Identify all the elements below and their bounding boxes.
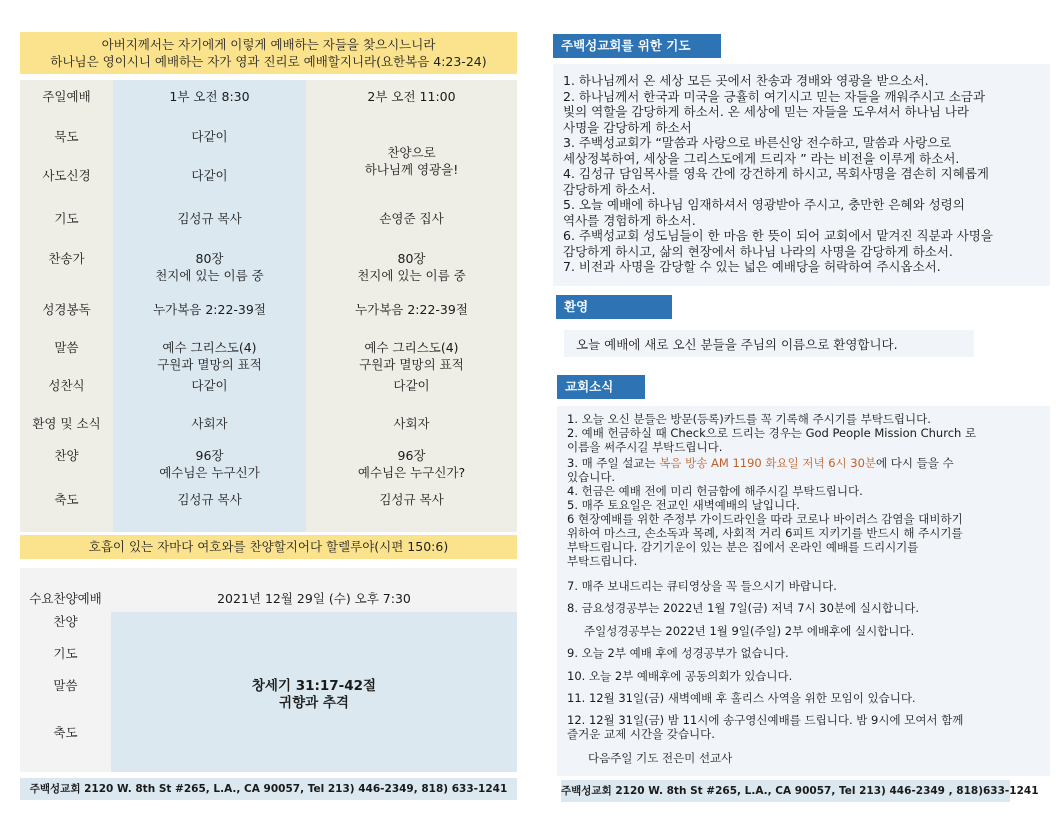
- service1-scripture: 누가복음 2:22-39절: [153, 302, 266, 317]
- news-item-3-broadcast: 복음 방송 AM 1190 화요일 저녁 6시 30분: [659, 456, 877, 470]
- prayer-line: 2. 하나님께서 한국과 미국을 긍휼히 여기시고 믿는 자들을 깨워주시고 소금과: [563, 88, 986, 104]
- news-item-6-cont: 위하여 마스크, 손소독과 목례, 사회적 거리 6피트 지키기를 반드시 해 주시기를: [567, 526, 963, 540]
- service2-scripture: 누가복음 2:22-39절: [355, 302, 468, 317]
- service1-hymn-number: 80장: [195, 251, 224, 266]
- top-scripture-line2: 하나님은 영이시니 예배하는 자가 영과 진리로 예배할지니라(요한복음 4:23-24): [50, 54, 487, 69]
- wednesday-sermon: [111, 678, 517, 712]
- wednesday-service-label: 수요찬양예배: [29, 591, 102, 606]
- service2-praise-block: [306, 144, 517, 178]
- prayer-line: 6. 주백성교회 성도님들이 한 마음 한 뜻이 되어 교회에서 맡겨진 직분과 사명을: [563, 228, 993, 243]
- left-footer-address: 주백성교회 2120 W. 8th St #265, L.A., CA 90057, Tel 213) 446-2349, 818) 633-1241: [20, 778, 517, 800]
- wednesday-item: 말씀: [53, 678, 78, 693]
- news-item-6-cont: 부탁드립니다. 감기기운이 있는 분은 집에서 온라인 예배를 드리시기를: [567, 540, 919, 554]
- prayer-line: 7. 비전과 사명을 감당할 수 있는 넓은 예배당을 허락하여 주시옵소서.: [563, 259, 941, 274]
- service2-hymn-number: 80장: [397, 251, 426, 266]
- service1-welcome: 사회자: [191, 416, 228, 431]
- prayer-line: 역사를 경험하게 하소서.: [563, 212, 696, 228]
- service2-praise: [306, 447, 517, 481]
- service2-praise-number: 96장: [397, 448, 426, 463]
- news-list: [567, 412, 1045, 568]
- news-item-8: 8. 금요성경공부는 2022년 1월 7일(금) 저녁 7시 30분에 실시합니다.: [567, 601, 919, 615]
- news-section-title: 교회소식: [557, 375, 645, 399]
- news-item-3-cont: 있습니다.: [567, 470, 616, 484]
- service1-silent-prayer: 다같이: [191, 129, 228, 144]
- next-week-prayer: 다음주일 기도 전은미 선교사: [588, 751, 733, 765]
- prayer-line: 1. 하나님께서 온 세상 모든 곳에서 찬송과 경배와 영광을 받으소서.: [563, 73, 929, 88]
- row-label: 환영 및 소식: [32, 416, 101, 431]
- service1-praise-title: 예수님은 누구신가: [159, 465, 260, 480]
- top-scripture-banner: [20, 32, 517, 74]
- news-item-6: 6 현장예배를 위한 주정부 가이드라인을 따라 코로나 바이러스 감염을 대비하기: [567, 512, 963, 526]
- news-item-11: 11. 12월 31일(금) 새벽예배 후 홀리스 사역을 위한 모임이 있습니다.: [567, 691, 916, 705]
- prayer-line: 5. 오늘 예배에 하나님 임재하셔서 영광받아 주시고, 충만한 은혜와 성령의: [563, 197, 965, 212]
- row-label: 축도: [54, 492, 79, 507]
- news-item-3-post: 에 다시 들을 수: [876, 456, 954, 470]
- service1-creed: 다같이: [191, 168, 228, 183]
- news-item-6-cont: 부탁드립니다.: [567, 554, 638, 568]
- service2-praise-line1: 찬양으로: [387, 145, 436, 160]
- news-item-7: 7. 매주 보내드리는 큐티영상을 꼭 들으시기 바랍니다.: [567, 579, 837, 593]
- row-label: 말씀: [54, 340, 79, 355]
- service2-welcome: 사회자: [393, 416, 430, 431]
- prayer-line: 감당하게 하시고, 삶의 현장에서 하나님 나라의 사명을 감당하게 하소서.: [563, 243, 953, 259]
- wednesday-date: 2021년 12월 29일 (수) 오후 7:30: [217, 591, 411, 606]
- service1-communion: 다같이: [191, 378, 228, 393]
- prayer-line: 3. 주백성교회가 “말씀과 사랑으로 바른신앙 전수하고, 말씀과 사랑으로: [563, 135, 952, 150]
- row-label: 성찬식: [48, 378, 85, 393]
- service2-prayer: 손영준 집사: [379, 211, 444, 226]
- prayer-line: 4. 김성규 담임목사를 영육 간에 강건하게 하시고, 목회사명을 겸손히 지혜롭게: [563, 166, 989, 181]
- service2-praise-title: 예수님은 누구신가?: [357, 465, 466, 480]
- service2-time: 2부 오전 11:00: [367, 89, 456, 104]
- row-label: 묵도: [54, 129, 79, 144]
- sunday-service-label: 주일예배: [42, 89, 91, 104]
- row-label: 성경봉독: [42, 302, 91, 317]
- service2-communion: 다같이: [393, 378, 430, 393]
- service1-praise: [113, 447, 306, 481]
- service1-hymn: [113, 250, 306, 284]
- row-label: 찬양: [54, 448, 79, 463]
- news-item-8-cont: 주일성경공부는 2022년 1월 9일(주일) 2부 에배후에 실시합니다.: [584, 624, 915, 638]
- prayer-line: 사명을 감당하게 하소서: [563, 119, 692, 135]
- bottom-scripture-banner: 호흡이 있는 자마다 여호와를 찬양할지어다 할렐루야(시편 150:6): [20, 535, 517, 559]
- right-footer-address: 주백성교회 2120 W. 8th St #265, L.A., CA 90057, Tel 213) 446-2349 , 818)633-1241: [561, 780, 1010, 802]
- news-item-9: 9. 오늘 2부 예배 후에 성경공부가 없습니다.: [567, 646, 789, 660]
- service1-time: 1부 오전 8:30: [169, 89, 250, 104]
- prayer-line: 세상정복하여, 세상을 그리스도에게 드리자 ” 라는 비전을 이루게 하소서.: [563, 150, 960, 166]
- service2-praise-line2: 하나님께 영광을!: [364, 162, 459, 177]
- prayer-line: 감당하게 하소서.: [563, 181, 656, 197]
- top-scripture-line1: 아버지께서는 자기에게 이렇게 예배하는 자들을 찾으시느니라: [101, 37, 436, 52]
- service1-praise-number: 96장: [195, 448, 224, 463]
- wednesday-item: 기도: [53, 646, 78, 661]
- news-item-3: [567, 456, 1045, 470]
- service2-hymn-title: 천지에 있는 이름 중: [357, 268, 466, 283]
- row-label: 기도: [54, 211, 79, 226]
- news-item-2: 2. 예배 헌금하실 때 Check으로 드리는 경우는 God People Mission Church 로: [567, 426, 977, 440]
- wednesday-sermon-reference: 창세기 31:17-42절: [251, 678, 377, 694]
- service2-sermon-series: 예수 그리스도(4): [364, 340, 459, 355]
- service2-sermon: [306, 339, 517, 373]
- wednesday-item: 축도: [53, 725, 78, 740]
- service1-sermon-title: 구원과 멸망의 표적: [157, 357, 262, 372]
- service1-sermon-series: 예수 그리스도(4): [162, 340, 257, 355]
- news-item-4: 4. 헌금은 예배 전에 미리 헌금함에 해주시길 부탁드립니다.: [567, 484, 863, 498]
- news-item-2-cont: 이름을 써주시길 부탁드립니다.: [567, 440, 723, 454]
- prayer-line: 빛의 역할을 감당하게 하소서. 온 세상에 믿는 자들을 도우셔서 하나님 나라: [563, 104, 969, 119]
- news-item-5: 5. 매주 토요일은 전교인 새벽예배의 날입니다.: [567, 498, 800, 512]
- news-item-12: [567, 713, 963, 741]
- welcome-section-title: 환영: [556, 295, 672, 319]
- news-item-1: 1. 오늘 오신 분들은 방문(등록)카드를 꼭 기록해 주시기를 부탁드립니다.: [567, 412, 931, 426]
- welcome-text: 오늘 예배에 새로 오신 분들을 주님의 이름으로 환영합니다.: [576, 337, 898, 352]
- prayer-section-title: 주백성교회를 위한 기도: [553, 34, 721, 58]
- row-label: 사도신경: [42, 168, 91, 183]
- service1-sermon: [113, 339, 306, 373]
- row-label: 찬송가: [48, 251, 85, 266]
- news-item-3-pre: 3. 매 주일 설교는: [567, 456, 660, 470]
- service1-benediction: 김성규 목사: [177, 492, 242, 507]
- service1-hymn-title: 천지에 있는 이름 중: [155, 268, 264, 283]
- news-item-12-line1: 12. 12월 31일(금) 밤 11시에 송구영신예배를 드립니다. 밤 9시에 모여서 함께: [567, 713, 964, 727]
- service2-benediction: 김성규 목사: [379, 492, 444, 507]
- wednesday-sermon-title: 귀향과 추격: [279, 695, 349, 711]
- news-item-12-line2: 즐거운 교제 시간을 갖습니다.: [567, 727, 715, 741]
- wednesday-item: 찬양: [53, 614, 78, 629]
- service2-hymn: [306, 250, 517, 284]
- service1-prayer: 김성규 목사: [177, 211, 242, 226]
- prayer-list: [563, 73, 1043, 275]
- service2-sermon-title: 구원과 멸망의 표적: [359, 357, 464, 372]
- news-item-10: 10. 오늘 2부 예배후에 공동의회가 있습니다.: [567, 669, 793, 683]
